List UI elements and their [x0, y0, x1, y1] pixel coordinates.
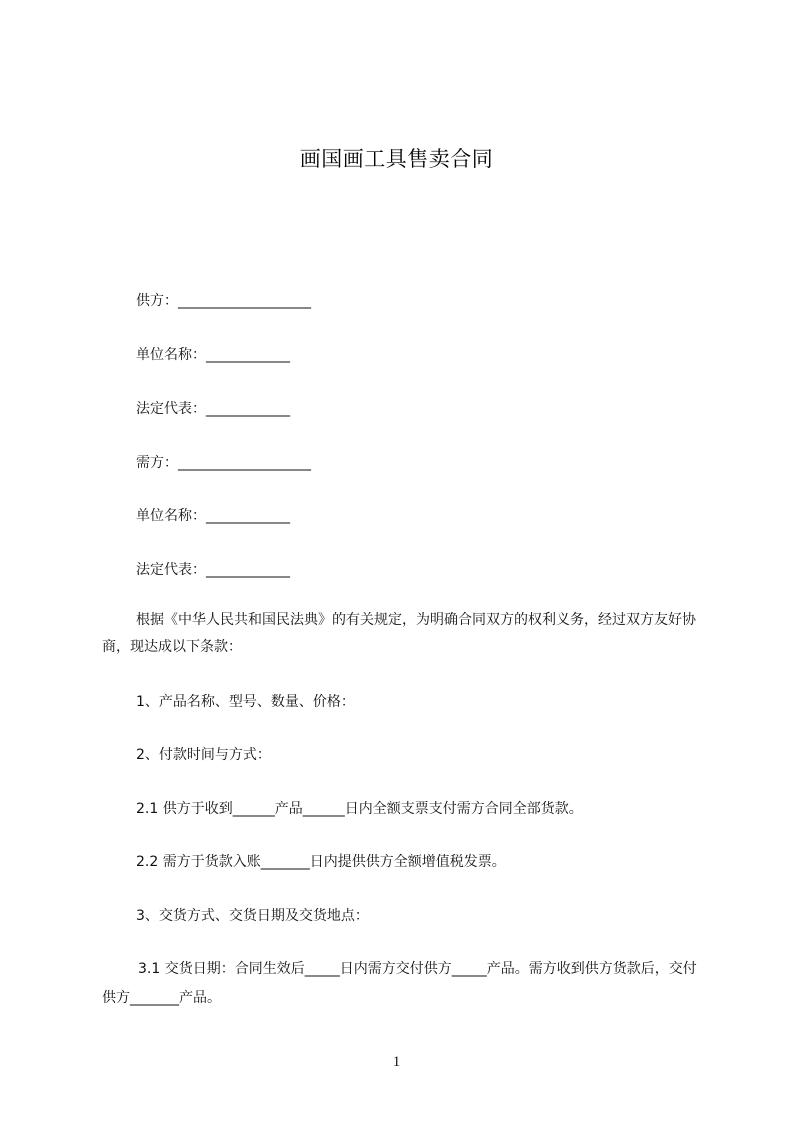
buyer-line: 需方：___________________ — [136, 455, 311, 471]
clause-3-1: 3.1 交货日期：合同生效后_____日内需方交付供方_____产品。需方收到供方货款后，交付供方_______产品。 — [102, 961, 697, 1006]
buyer-unit-line: 单位名称：____________ — [136, 508, 290, 524]
supplier-representative-line: 法定代表：____________ — [136, 401, 290, 417]
buyer-representative-line: 法定代表：____________ — [136, 562, 290, 578]
clause-2-2: 2.2 需方于货款入账_______日内提供供方全额增值税发票。 — [136, 854, 506, 870]
clause-2-heading: 2、付款时间与方式： — [136, 747, 271, 763]
supplier-unit-line: 单位名称：____________ — [136, 347, 290, 363]
clause-1-heading: 1、产品名称、型号、数量、价格： — [136, 694, 355, 710]
document-title: 画国画工具售卖合同 — [299, 147, 494, 171]
preamble-paragraph: 根据《中华人民共和国民法典》的有关规定，为明确合同双方的权利义务，经过双方友好协商，现达成以下条款： — [102, 612, 696, 655]
page-number: 1 — [392, 1054, 401, 1070]
clause-3-heading: 3、交货方式、交货日期及交货地点： — [136, 908, 369, 924]
clause-2-1: 2.1 供方于收到______产品______日内全额支票支付需方合同全部货款。 — [136, 801, 583, 817]
supplier-line: 供方：___________________ — [136, 293, 311, 309]
